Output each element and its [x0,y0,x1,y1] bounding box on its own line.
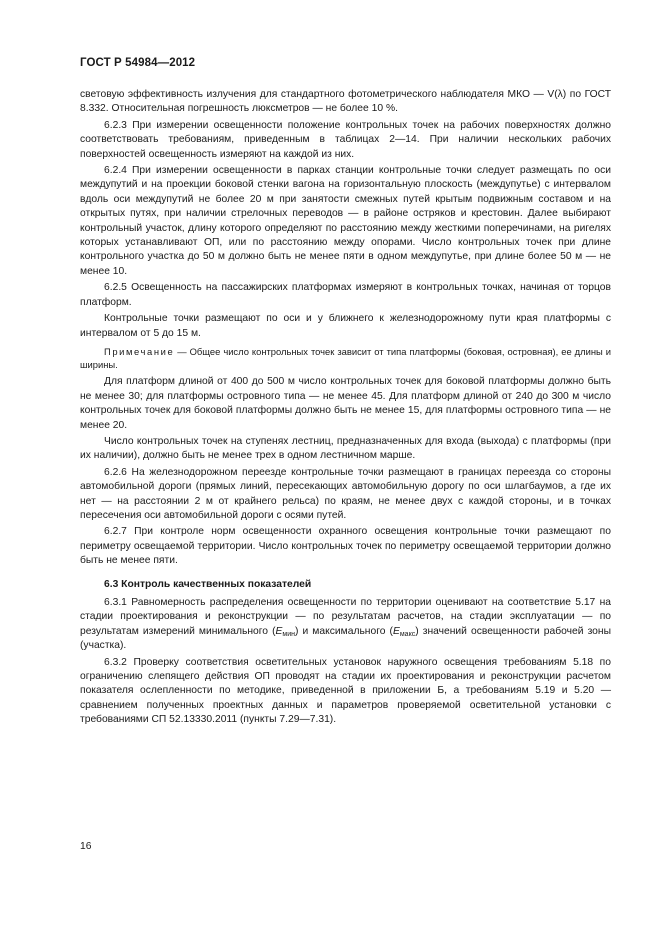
e-symbol: E [392,625,400,637]
paragraph-stairs: Число контрольных точек на ступенях лестниц, предназначенных для входа (выхода) с платформы (при их наличии), должно быть не менее трех в одном лестничном марше. [80,435,611,462]
note-text: — Общее число контрольных точек зависит от типа платформы (боковая, островная), ее длины и ширины. [80,345,611,371]
paragraph-continuation: световую эффективность излучения для стандартного фотометрического наблюдателя МКО — V(λ) по ГОСТ 8.332. Относительная погрешность люксметров — не более 10 %. [80,89,611,115]
paragraph-control-points: Контрольные точки размещают по оси и у ближнего к железнодорожному пути края платформы с интервалом от 5 до 15 м. [80,313,611,339]
paragraph-6-2-5: 6.2.5 Освещенность на пассажирских платформах измеряют в контрольных точках, начиная от торцов платформ. [80,282,611,308]
e-symbol: E [275,625,283,637]
paragraph-6-2-6: 6.2.6 На железнодорожном переезде контрольные точки размещают в границах переезда со стороны автомобильной дороги (прямых линий, пересекающих автомобильную дорогу по оси шлагбаумов, а где их нет — на расстоянии 2 м от крайнего рельса) по краям, не менее двух с каждой стороны, и в точках пересечения оси автомобильной дороги с осями путей. [80,466,611,521]
document-header: ГОСТ Р 54984—2012 [80,57,196,69]
note [80,345,611,371]
paragraph-6-3-2: 6.3.2 Проверку соответствия осветительных установок наружного освещения требованиям 5.18 по ограничению слепящего действия ОП проводят на стадии их проектирования и реконструкции расчетом показателя ослепленности по методике, приведенной в приложении Б, а требованиям 5.19 и 5.20 — сравнением полученных проектных данных и параметров проверяемой осветительной установки с требованиями СП 52.13330.2011 (пункты 7.29—7.31). [80,656,611,726]
page-number: 16 [80,841,92,852]
paragraph-6-2-3: 6.2.3 При измерении освещенности положение контрольных точек на рабочих поверхностях должно соответствовать требованиям, приведенным в таблицах 2—14. При наличии нескольких рабочих поверхностей освещенность измеряют на каждой из них. [80,119,611,160]
note-label: Примечание [104,345,175,357]
paragraph-6-2-4: 6.2.4 При измерении освещенности в парках станции контрольные точки следует размещать по оси междупутий и на проекции боковой стенки вагона на горизонтальную плоскость (междупутье) с интервалом вдоль оси междупутий не более 20 м при занятости смежных путей крытым подвижным составом и на открытых путях, при наличии стрелочных переводов — в районе остряков и крестовин. Далее выбирают контрольный участок, длину которого определяют по расстоянию между жесткими поперечинами, на ригелях которых устанавливают ОП, или по расстоянию между опорами. Число контрольных точек при длине контрольного участка до 50 м должно быть не менее пяти в одном междупутье, при длине более 50 м — не менее 10. [80,165,611,277]
paragraph-platform-lengths: Для платформ длиной от 400 до 500 м число контрольных точек для боковой платформы должно быть не менее 30; для платформы островного типа — не менее 45. Для платформ длиной от 240 до 300 м число контрольных точек для боковой платформы должно быть не менее 15, для платформы островного типа — не менее 20. [80,376,611,431]
subscript-min: мин [282,630,295,638]
subscript-max: макс [399,630,416,638]
document-body [80,88,611,730]
section-heading-6-3: 6.3 Контроль качественных показателей [104,578,312,590]
paragraph-6-3-1: 6.3.1 Равномерность распределения освещенности по территории оценивают на соответствие 5.17 на стадии проектирования и реконструкции — по результатам расчетов, на стадии эксплуатации — по результатам измерений минимального $(E_{мин})$ и максимального $(E_{макс})$ значений освещенности рабочей зоны (участка). [80,597,611,652]
paragraph-6-2-7: 6.2.7 При контроле норм освещенности охранного освещения контрольные точки размещают по периметру освещаемой территории. Число контрольных точек по периметру освещаемой территории должно быть не менее пяти. [80,526,611,567]
